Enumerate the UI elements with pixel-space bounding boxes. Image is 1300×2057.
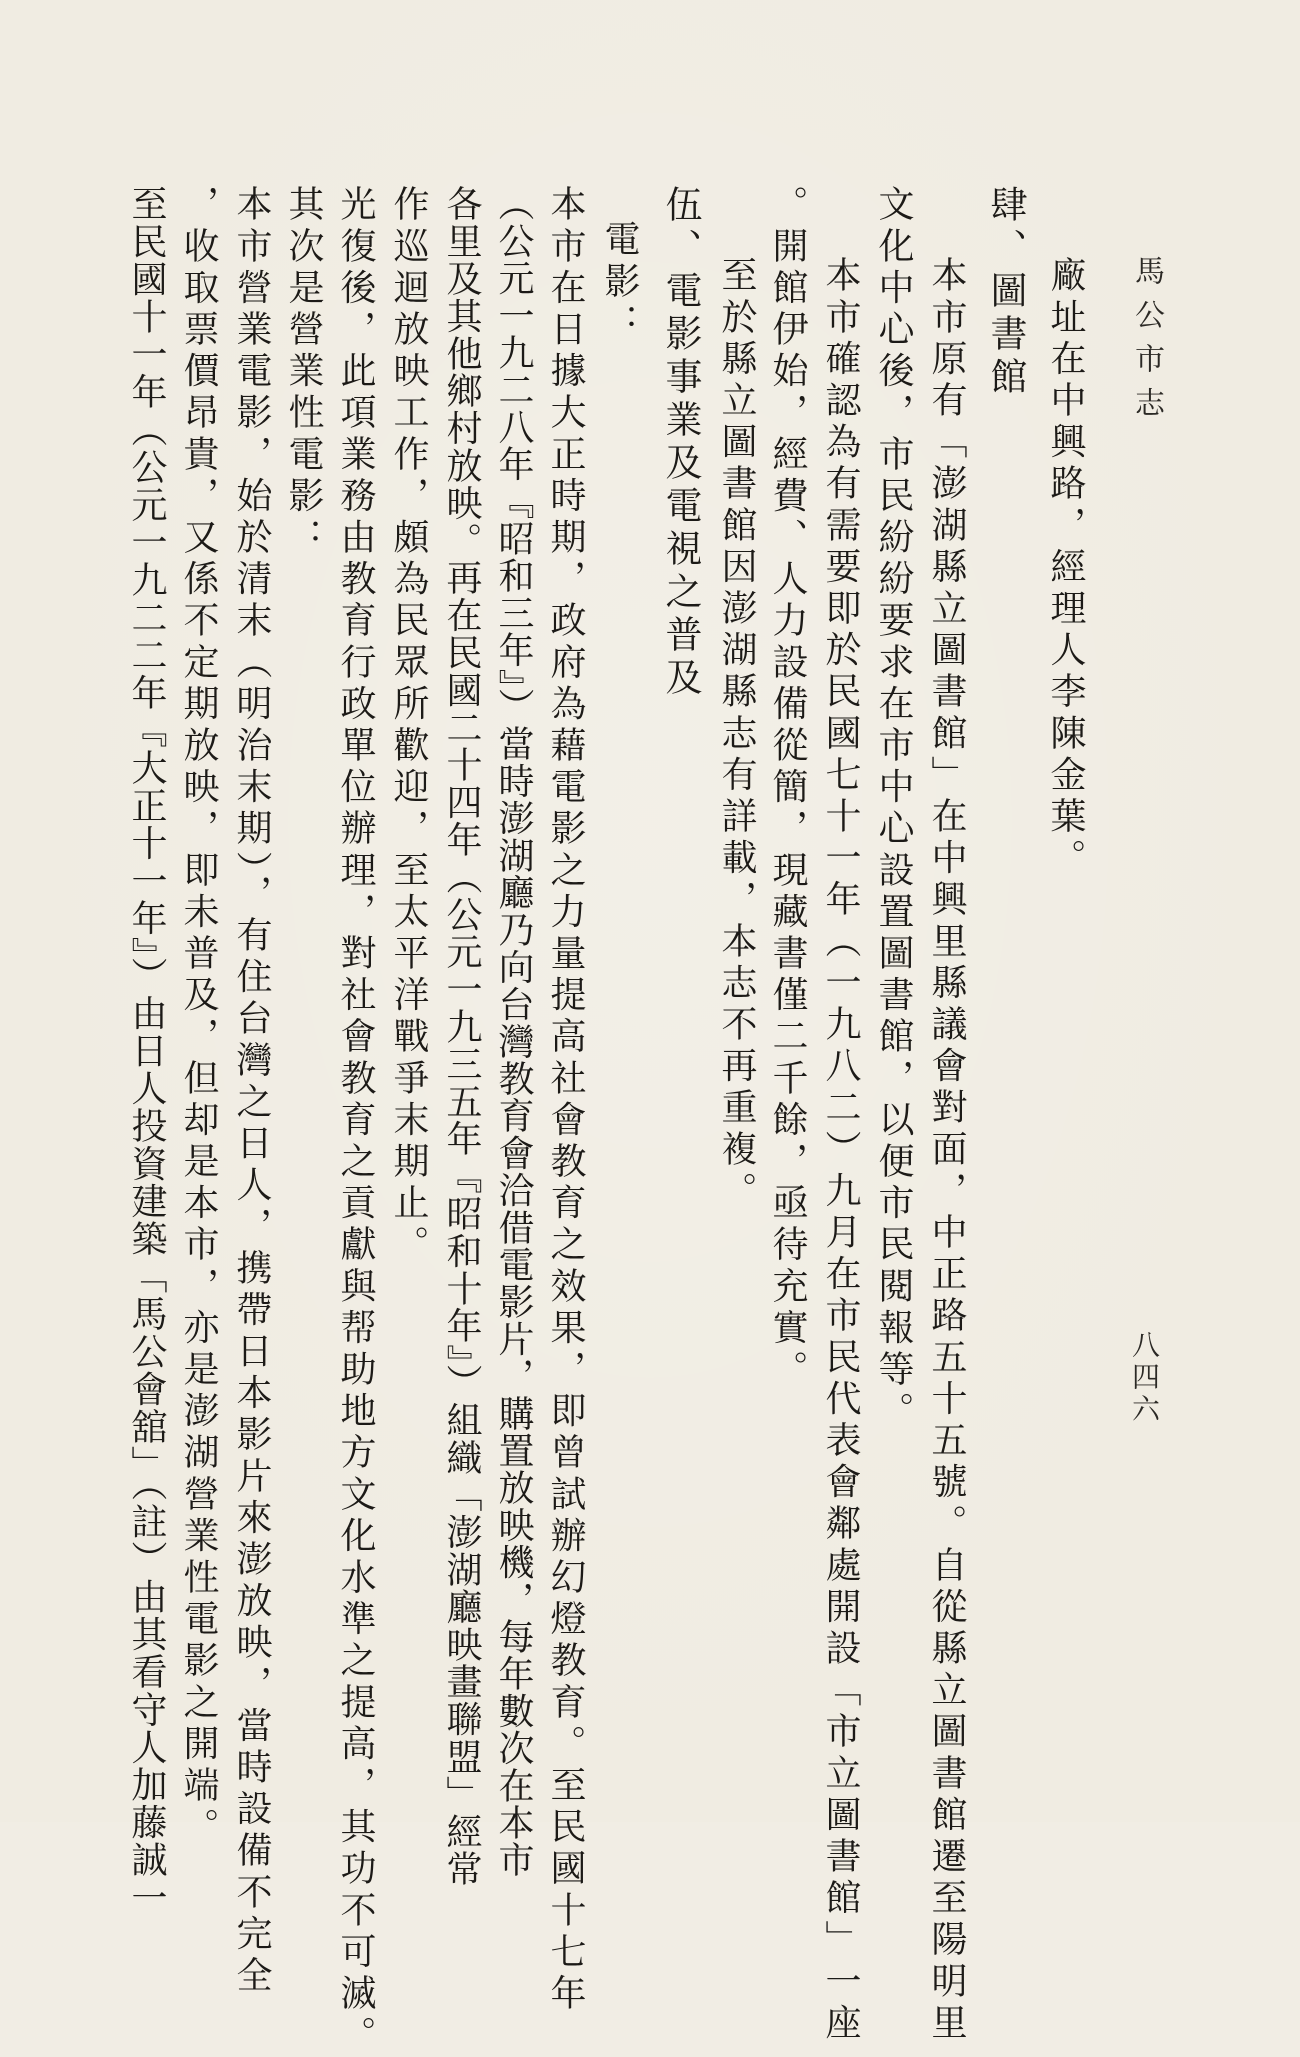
text-column: 各里及其他鄉村放映。再在民國二十四年（公元一九三五年『昭和十年』）組織「澎湖廳映畫聯盟」經常 xyxy=(441,185,482,1888)
text-column: ，收取票價昂貴，又係不定期放映，即未普及，但却是本市，亦是澎湖營業性電影之開端。 xyxy=(178,185,219,1849)
text-column: 廠址在中興路，經理人李陳金葉。 xyxy=(1045,256,1086,880)
text-column: 文化中心後，市民紛紛要求在市中心設置圖書館，以便市民閱報等。 xyxy=(873,185,914,1433)
text-column: 。開館伊始，經費、人力設備從簡，現藏書僅二千餘，亟待充實。 xyxy=(767,185,808,1392)
section-heading-library: 肆、圖書館 xyxy=(984,185,1027,400)
text-column: 其次是營業性電影： xyxy=(283,185,324,560)
text-column: （公元一九二八年『昭和三年』）當時澎湖廳乃向台灣教育會洽借電影片，購置放映機，每年數次在本市 xyxy=(493,185,534,1879)
text-column: 光復後，此項業務由教育行政單位辦理，對社會教育之貢獻與帮助地方文化水準之提高，其功不可滅。 xyxy=(335,185,376,2057)
text-column: 本市確認為有需要即於民國七十一年（一九八二）九月在市民代表會鄰處開設「市立圖書館」一座 xyxy=(820,256,861,2045)
subheading-film: 電影： xyxy=(599,220,640,345)
text-column: 本市原有「澎湖縣立圖書館」在中興里縣議會對面，中正路五十五號。自從縣立圖書館遷至陽明里 xyxy=(926,256,967,2045)
text-column: 至民國十一年（公元一九二二年『大正十一年』）由日人投資建築「馬公會舘」（註）由其看守人加藤誠一 xyxy=(126,185,167,1917)
page-number: 八四六 xyxy=(1128,1330,1161,1426)
section-heading-film-tv: 伍、電影事業及電視之普及 xyxy=(659,185,702,701)
text-column: 本市營業電影，始於清末（明治末期），有住台灣之日人，携帶日本影片來澎放映，當時設備不完全 xyxy=(231,185,272,1998)
book-title: 馬公市志 xyxy=(1129,255,1164,431)
text-column: 作巡迴放映工作，頗為民眾所歡迎，至太平洋戰爭末期止。 xyxy=(388,185,429,1267)
text-column: 至於縣立圖書館因澎湖縣志有詳載，本志不再重複。 xyxy=(716,256,757,1213)
text-column: 本市在日據大正時期，政府為藉電影之力量提高社會教育之效果，即曾試辦幻燈教育。至民國十七年 xyxy=(545,185,586,2016)
